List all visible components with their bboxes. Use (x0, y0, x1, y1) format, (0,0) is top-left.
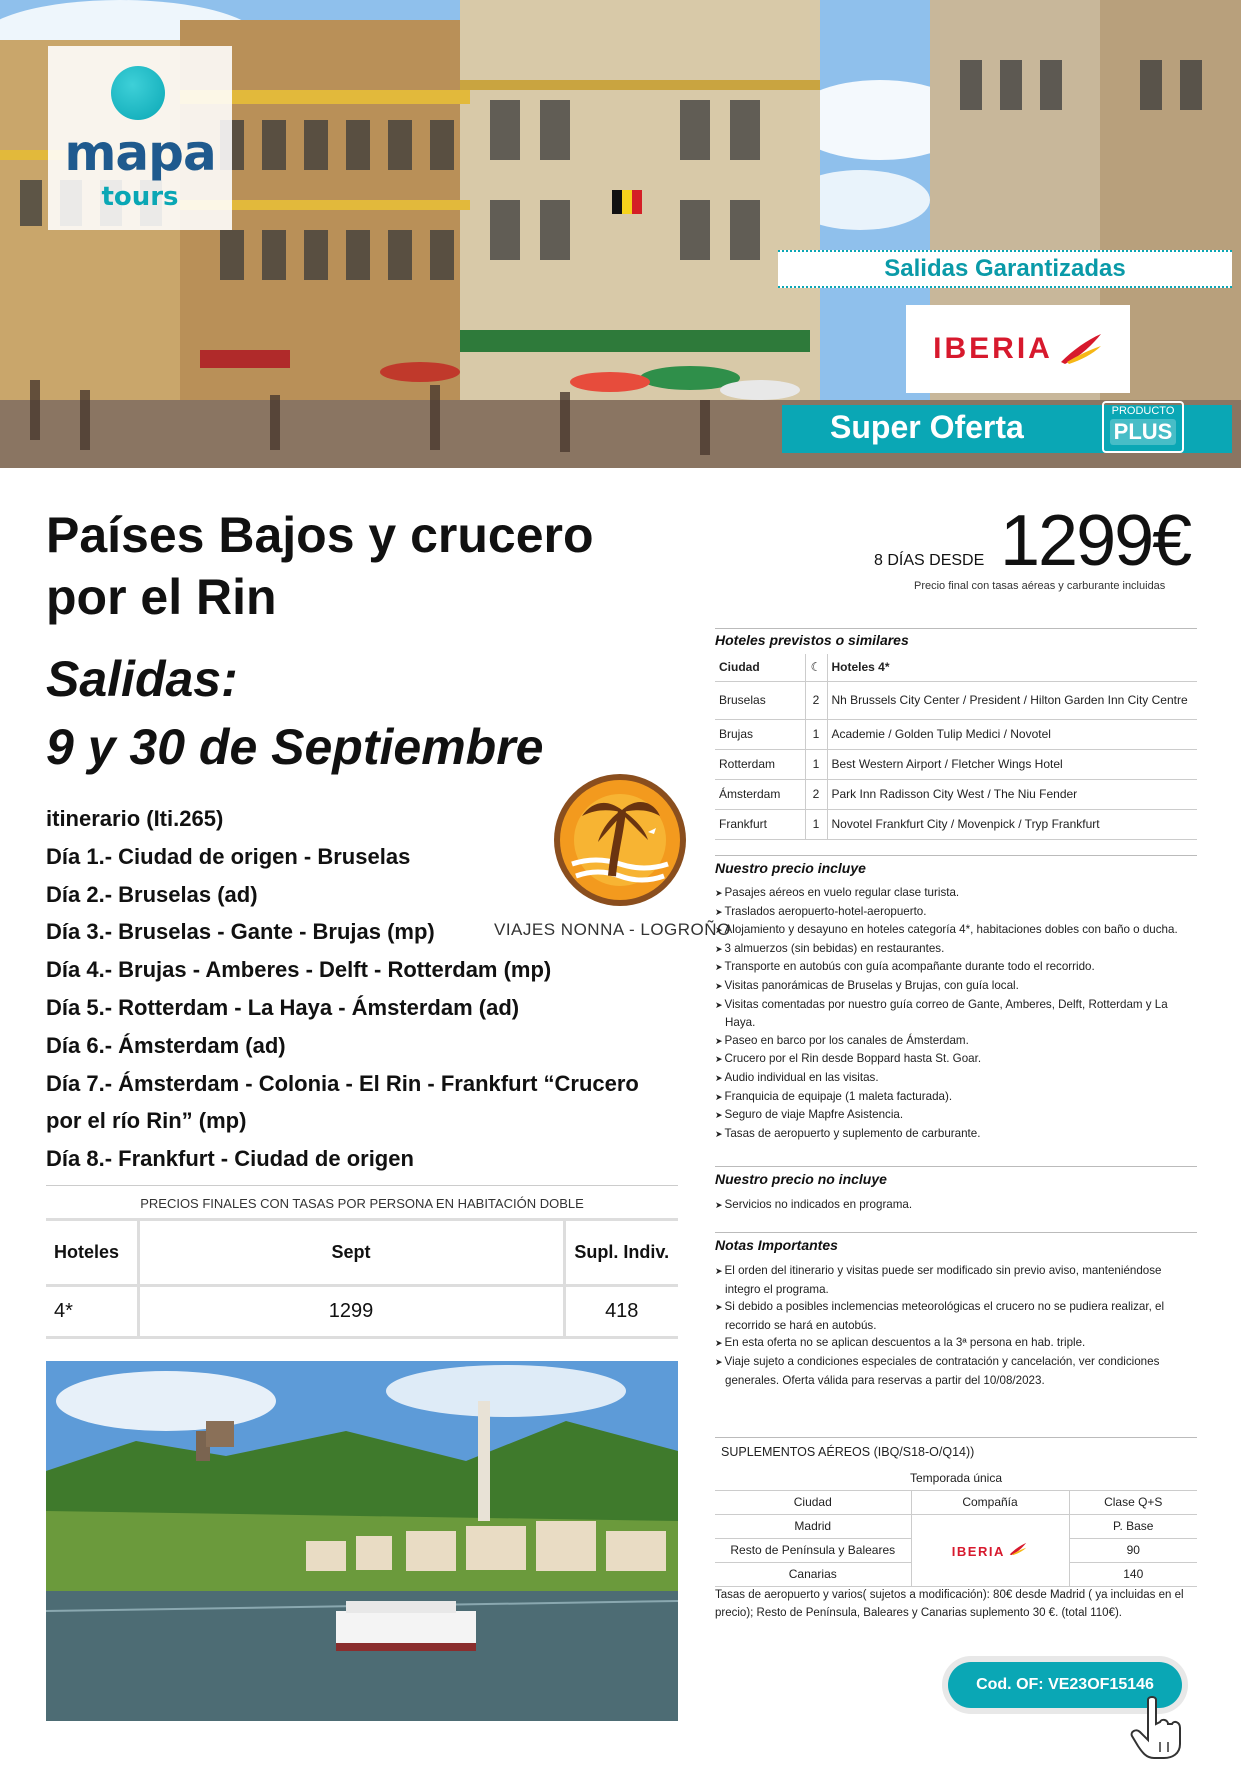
hotel-city: Bruselas (715, 681, 805, 719)
hotel-nights: 2 (805, 779, 827, 809)
hotel-city: Ámsterdam (715, 779, 805, 809)
list-item: ➤ Audio individual en las visitas. (715, 1069, 1197, 1088)
hotel-names: Best Western Airport / Fletcher Wings Hotel (827, 749, 1197, 779)
itinerary-day: Día 6.- Ámsterdam (ad) (46, 1032, 286, 1058)
logo-dot-icon (111, 66, 165, 120)
super-oferta-label: Super Oferta (830, 409, 1024, 445)
price-col-hoteles: Hoteles (46, 1220, 138, 1286)
table-row (715, 719, 1197, 749)
plus-badge-main: PLUS (1110, 419, 1176, 445)
hotel-nights: 1 (805, 749, 827, 779)
logo-text-tours: tours (101, 182, 179, 212)
palm-tree-agency-logo-icon (552, 772, 688, 908)
itinerary-day: Día 7.- Ámsterdam - Colonia - El Rin - Frankfurt “Crucero por el río Rin” (mp) (46, 1070, 639, 1134)
price-table-title: PRECIOS FINALES CON TASAS POR PERSONA EN HABITACIÓN DOBLE (46, 1185, 678, 1211)
itinerary-day: Día 2.- Bruselas (ad) (46, 881, 258, 907)
hotel-names: Nh Brussels City Center / President / Hilton Garden Inn City Centre (827, 681, 1197, 719)
hotels-col-hoteles: Hoteles 4* (827, 654, 1197, 681)
moon-icon: ☾ (805, 654, 827, 681)
hotels-table (715, 654, 1197, 840)
itinerary-day: Día 5.- Rotterdam - La Haya - Ámsterdam (ad) (46, 994, 520, 1020)
itinerary-heading: itinerario (Iti.265) (46, 806, 224, 831)
price-col-supl: Supl. Indiv. (564, 1220, 678, 1286)
list-item: ➤ Transporte en autobús con guía acompañante durante todo el recorrido. (715, 958, 1197, 977)
days-from-label: 8 DÍAS DESDE (874, 552, 985, 569)
table-row (715, 1466, 1197, 1490)
no-incluye-list (715, 1196, 1197, 1215)
plus-badge-top: PRODUCTO (1111, 405, 1175, 417)
notas-list (715, 1262, 1197, 1389)
price-from: 1299€ (1000, 501, 1191, 581)
list-item: ➤ Alojamiento y desayuno en hoteles categoría 4*, habitaciones dobles con baño o ducha. (715, 921, 1197, 940)
table-row (715, 779, 1197, 809)
price-note: Precio final con tasas aéreas y carburante incluidas (914, 580, 1166, 592)
list-item: ➤ Paseo en barco por los canales de Ámsterdam. (715, 1032, 1197, 1051)
supl-city: Canarias (715, 1562, 911, 1586)
list-item: ➤ Visitas panorámicas de Bruselas y Brujas, con guía local. (715, 977, 1197, 996)
divider (715, 628, 1197, 629)
suplementos-note: Tasas de aeropuerto y varios( sujetos a modificación): 80€ desde Madrid ( ya incluidas en el precio); Resto de Península, Baleares y Canarias suplemento 30 €. (total 110€). (715, 1589, 1184, 1619)
hero-image (0, 0, 1241, 468)
producto-plus-badge (1102, 401, 1184, 453)
list-item: ➤ Crucero por el Rin desde Boppard hasta St. Goar. (715, 1050, 1197, 1069)
price-col-sept: Sept (138, 1220, 564, 1286)
hotel-nights: 2 (805, 681, 827, 719)
salidas-garantizadas-banner: Salidas Garantizadas (778, 250, 1232, 288)
price-cell: 418 (564, 1286, 678, 1338)
hotel-city: Frankfurt (715, 809, 805, 839)
incluye-title: Nuestro precio incluye (715, 860, 866, 876)
list-item: ➤ Pasajes aéreos en vuelo regular clase turista. (715, 884, 1197, 903)
suplementos-title: SUPLEMENTOS AÉREOS (IBQ/S18-O/Q14)) (721, 1445, 975, 1459)
list-item: ➤ El orden del itinerario y visitas puede ser modificado sin previo aviso, manteniéndose integro el programa. (715, 1262, 1197, 1298)
divider (715, 855, 1197, 856)
hotel-city: Brujas (715, 719, 805, 749)
price-table (46, 1218, 678, 1339)
iberia-small-logo: IBERIA (951, 1543, 1005, 1559)
table-row (715, 1490, 1197, 1514)
agency-name: VIAJES NONNA - LOGROÑO (494, 920, 731, 939)
suplementos-table (715, 1466, 1197, 1587)
salidas-dates: 9 y 30 de Septiembre (46, 719, 544, 775)
no-incluye-title: Nuestro precio no incluye (715, 1171, 887, 1187)
season-label: Temporada única (715, 1466, 1197, 1490)
list-item: ➤ Tasas de aeropuerto y suplemento de carburante. (715, 1125, 1197, 1144)
list-item: ➤ Visitas comentadas por nuestro guía correo de Gante, Amberes, Delft, Rotterdam y La Haya. (715, 996, 1197, 1032)
supl-company (911, 1514, 1069, 1586)
hotel-names: Park Inn Radisson City West / The Niu Fender (827, 779, 1197, 809)
list-item: ➤ Franquicia de equipaje (1 maleta facturada). (715, 1088, 1197, 1107)
list-item: ➤ Traslados aeropuerto-hotel-aeropuerto. (715, 903, 1197, 922)
list-item: ➤ Viaje sujeto a condiciones especiales de contratación y cancelación, ver condiciones generales. Oferta válida para reservas a partir del 10/08/2023. (715, 1353, 1197, 1389)
page-title: Países Bajos y crucero por el Rin (46, 507, 594, 625)
table-row (715, 1514, 1197, 1538)
price-cell: 1299 (138, 1286, 564, 1338)
supl-city: Madrid (715, 1514, 911, 1538)
supl-value: 140 (1069, 1562, 1197, 1586)
itinerary-day: Día 1.- Ciudad de origen - Bruselas (46, 843, 411, 869)
price-cell: 4* (46, 1286, 138, 1338)
hotels-col-ciudad: Ciudad (715, 654, 805, 681)
suplementos-aereos (715, 1437, 1197, 1587)
table-row (46, 1286, 678, 1338)
table-row (715, 749, 1197, 779)
list-item: ➤ Seguro de viaje Mapfre Asistencia. (715, 1106, 1197, 1125)
supl-col-ciudad: Ciudad (715, 1490, 911, 1514)
divider (715, 1166, 1197, 1167)
divider (715, 1232, 1197, 1233)
hotel-nights: 1 (805, 719, 827, 749)
iberia-wordmark: IBERIA (933, 332, 1053, 365)
rhine-river-photo (46, 1361, 678, 1721)
hotel-city: Rotterdam (715, 749, 805, 779)
iberia-swoosh-icon (1059, 332, 1103, 366)
table-row (715, 809, 1197, 839)
supl-value: P. Base (1069, 1514, 1197, 1538)
hotels-header (715, 654, 1197, 681)
supl-city: Resto de Península y Baleares (715, 1538, 911, 1562)
itinerary-day: Día 4.- Brujas - Amberes - Delft - Rotterdam (mp) (46, 957, 552, 983)
itinerary-day: Día 8.- Frankfurt - Ciudad de origen (46, 1146, 414, 1172)
iberia-swoosh-icon (1008, 1542, 1028, 1556)
hotel-nights: 1 (805, 809, 827, 839)
logo-text-mapa: mapa (64, 124, 216, 182)
hotel-names: Academie / Golden Tulip Medici / Novotel (827, 719, 1197, 749)
super-oferta-banner (782, 405, 1232, 453)
list-item: ➤ Servicios no indicados en programa. (715, 1196, 1197, 1215)
table-row (715, 681, 1197, 719)
salidas-label: Salidas: (46, 651, 238, 707)
iberia-logo (906, 305, 1130, 393)
supl-col-clase: Clase Q+S (1069, 1490, 1197, 1514)
price-table-header (46, 1220, 678, 1286)
hotels-title: Hoteles previstos o similares (715, 632, 909, 648)
list-item: ➤ En esta oferta no se aplican descuentos a la 3ª persona en hab. triple. (715, 1334, 1197, 1353)
itinerary-day: Día 3.- Bruselas - Gante - Brujas (mp) (46, 919, 435, 945)
incluye-list (715, 884, 1197, 1143)
list-item: ➤ Si debido a posibles inclemencias meteorológicas el crucero no se pudiera realizar, el recorrido se hará en autobús. (715, 1298, 1197, 1334)
notas-title: Notas Importantes (715, 1237, 838, 1253)
list-item: ➤ 3 almuerzos (sin bebidas) en restaurantes. (715, 940, 1197, 959)
mapa-tours-logo (48, 46, 232, 230)
offer-code-label[interactable]: Cod. OF: VE23OF15146 (948, 1662, 1182, 1708)
pointing-hand-icon (1128, 1696, 1182, 1760)
hotel-names: Novotel Frankfurt City / Movenpick / Tryp Frankfurt (827, 809, 1197, 839)
supl-col-compania: Compañía (911, 1490, 1069, 1514)
supl-value: 90 (1069, 1538, 1197, 1562)
